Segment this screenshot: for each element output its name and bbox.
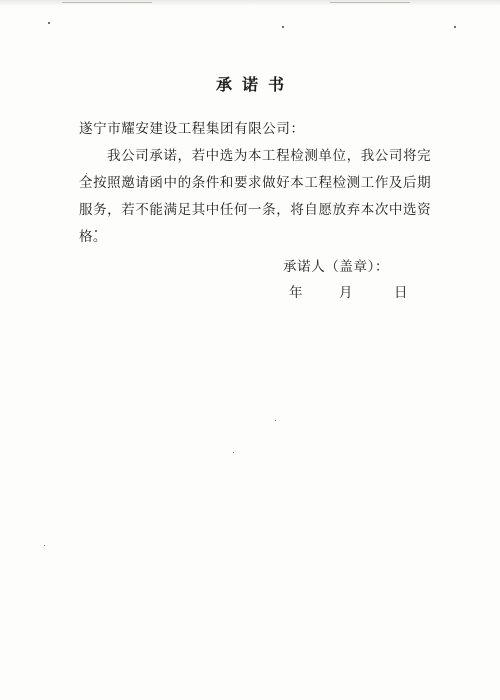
scan-speck (48, 22, 50, 24)
date-month-label: 月 (339, 285, 353, 301)
scan-artifact-line (330, 2, 410, 3)
document-title: 承诺书 (215, 75, 294, 94)
date-line (289, 281, 409, 301)
scan-speck (454, 26, 456, 28)
scan-speck (44, 545, 45, 546)
addressee-line: 遂宁市耀安建设工程集团有限公司： (79, 121, 305, 137)
scan-speck (275, 420, 276, 421)
date-year-label: 年 (289, 285, 303, 301)
commitment-paragraph: 我公司承诺，若中选为本工程检测单位，我公司将完全按照邀请函中的条件和要求做好本工程检测工作及后期服务，若不能满足其中任何一条，将自愿放弃本次中选资格。 (79, 148, 431, 245)
scan-speck (282, 26, 284, 28)
signatory-label: 承诺人（盖章）： (283, 259, 390, 275)
date-day-label: 日 (394, 285, 408, 301)
scan-artifact-line (62, 2, 152, 3)
scan-speck (233, 452, 234, 453)
scan-shadow (0, 0, 500, 6)
